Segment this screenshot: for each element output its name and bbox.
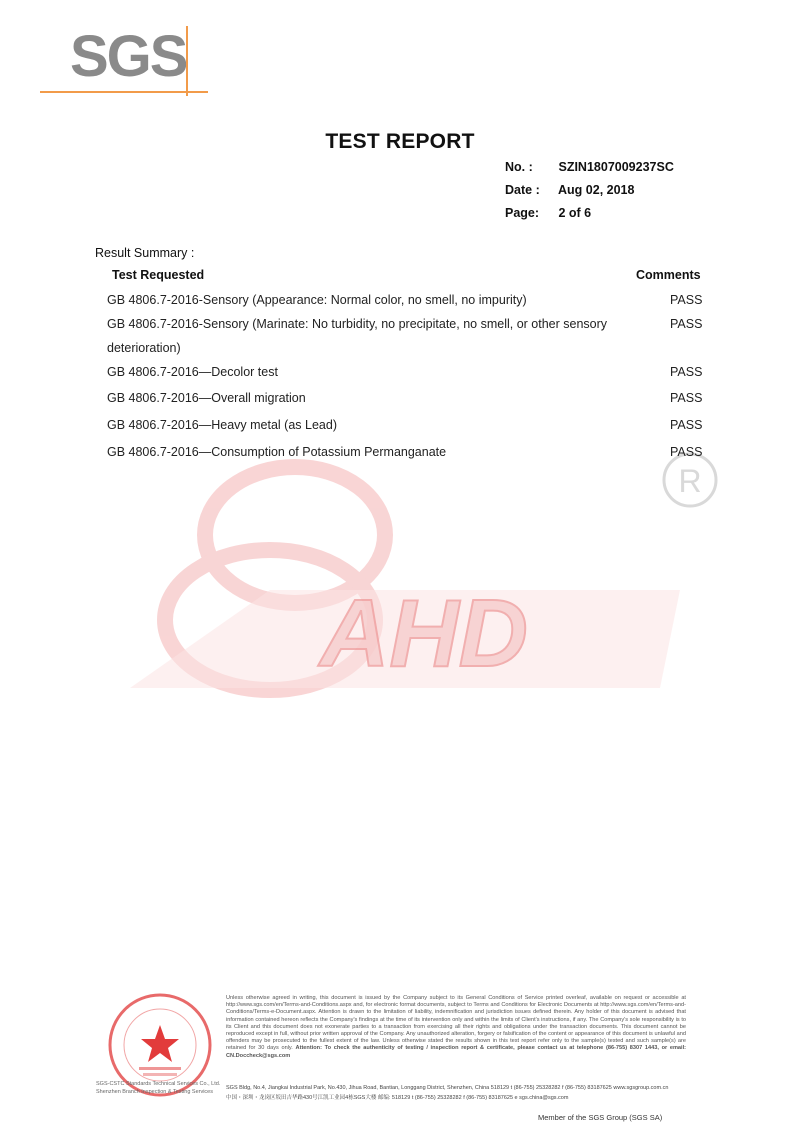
report-number-value: SZIN1807009237SC bbox=[558, 160, 674, 174]
report-title: TEST REPORT bbox=[325, 130, 475, 153]
stamp-caption-line: Shenzhen Branch Inspection & Testing Services bbox=[96, 1089, 213, 1095]
result-row-test: GB 4806.7-2016—Overall migration bbox=[107, 391, 306, 405]
result-row-status: PASS bbox=[670, 317, 703, 331]
result-summary-label: Result Summary : bbox=[95, 246, 195, 260]
result-row-status: PASS bbox=[670, 293, 703, 307]
result-row-test: GB 4806.7-2016-Sensory (Appearance: Normal color, no smell, no impurity) bbox=[107, 293, 527, 307]
header-test-requested: Test Requested bbox=[112, 268, 205, 282]
report-number-label: No. : bbox=[505, 160, 533, 174]
authenticity-notice: Attention: To check the authenticity of testing / inspection report & certificate, please contact us at telephone (86-755) 8307 1443, or email: CN.Doccheck@sgs.com bbox=[226, 1045, 686, 1059]
stamp-caption-line: SGS-CSTC Standards Technical Services Co., Ltd. bbox=[96, 1081, 221, 1087]
sgs-member-note: Member of the SGS Group (SGS SA) bbox=[538, 1113, 663, 1122]
result-row-test: GB 4806.7-2016—Decolor test bbox=[107, 365, 278, 379]
report-date-label: Date : bbox=[505, 183, 540, 197]
report-page-value: 2 of 6 bbox=[558, 206, 592, 220]
report-page-row bbox=[505, 206, 591, 220]
footer-address bbox=[226, 1083, 686, 1103]
result-row-status: PASS bbox=[670, 391, 703, 405]
ahd-watermark bbox=[120, 440, 740, 710]
address-english: SGS Bldg, No.4, Jiangkai Industrial Park, No.430, Jihua Road, Bantian, Longgang District, Shenzhen, China 518129 t (86-755) 25328282 f (86-755) 83187625 www.sgsgroup.com.cn bbox=[226, 1085, 669, 1091]
result-row-test: GB 4806.7-2016—Consumption of Potassium Permanganate bbox=[107, 445, 447, 459]
logo-divider-vertical bbox=[186, 26, 188, 96]
sgs-logo: SGS bbox=[70, 24, 187, 89]
result-row-status: PASS bbox=[670, 365, 703, 379]
result-row-test: GB 4806.7-2016—Heavy metal (as Lead) bbox=[107, 418, 337, 432]
registered-mark: R bbox=[678, 463, 702, 499]
stamp-caption bbox=[96, 1080, 224, 1096]
result-row-status: PASS bbox=[670, 418, 703, 432]
result-row-test: GB 4806.7-2016-Sensory (Marinate: No turbidity, no precipitate, no smell, or other sensory deterioration) bbox=[107, 317, 608, 355]
report-page-label: Page: bbox=[505, 206, 540, 220]
report-date-row bbox=[505, 183, 634, 197]
result-row-status: PASS bbox=[670, 445, 703, 459]
terms-fine-print bbox=[226, 995, 686, 1060]
logo-divider bbox=[40, 91, 208, 93]
report-date-value: Aug 02, 2018 bbox=[558, 183, 635, 197]
address-chinese: 中国・深圳・龙岗区坂田吉华路430号江凯工业园4栋SGS大楼 邮编: 518129 t (86-755) 25328282 f (86-755) 83187625 e sgs.china@sgs.com bbox=[226, 1095, 569, 1101]
terms-text: Unless otherwise agreed in writing, this document is issued by the Company subject to its General Conditions of Service printed overleaf, available on request or accessible at http://www.sgs.com/en/Terms-and-Conditions.aspx and, for electronic format documents, subject to Terms and Conditions for Electronic Documents at http://www.sgs.com/en/Terms-and-Conditions/Terms-e-Document.aspx. Attention is drawn to the limitation of liability, indemnification and jurisdiction issues defined therein. Any holder of this document is advised that information contained hereon reflects the Company's findings at the time of its intervention only and within the limits of Client's instructions, if any. The Company's sole responsibility is to its Client and this document does not exonerate parties to a transaction from exercising all their rights and obligations under the transaction documents. This document cannot be reproduced except in full, without prior written approval of the Company. Any unauthorized alteration, forgery or falsification of the content or appearance of this document is unlawful and offenders may be prosecuted to the fullest extent of the law. Unless otherwise stated the results shown in this test report refer only to the sample(s) tested and such sample(s) are retained for 30 days only. bbox=[226, 995, 686, 1052]
report-number-row bbox=[505, 160, 674, 174]
header-comments: Comments bbox=[636, 268, 701, 282]
watermark-text: AHD bbox=[320, 580, 528, 687]
